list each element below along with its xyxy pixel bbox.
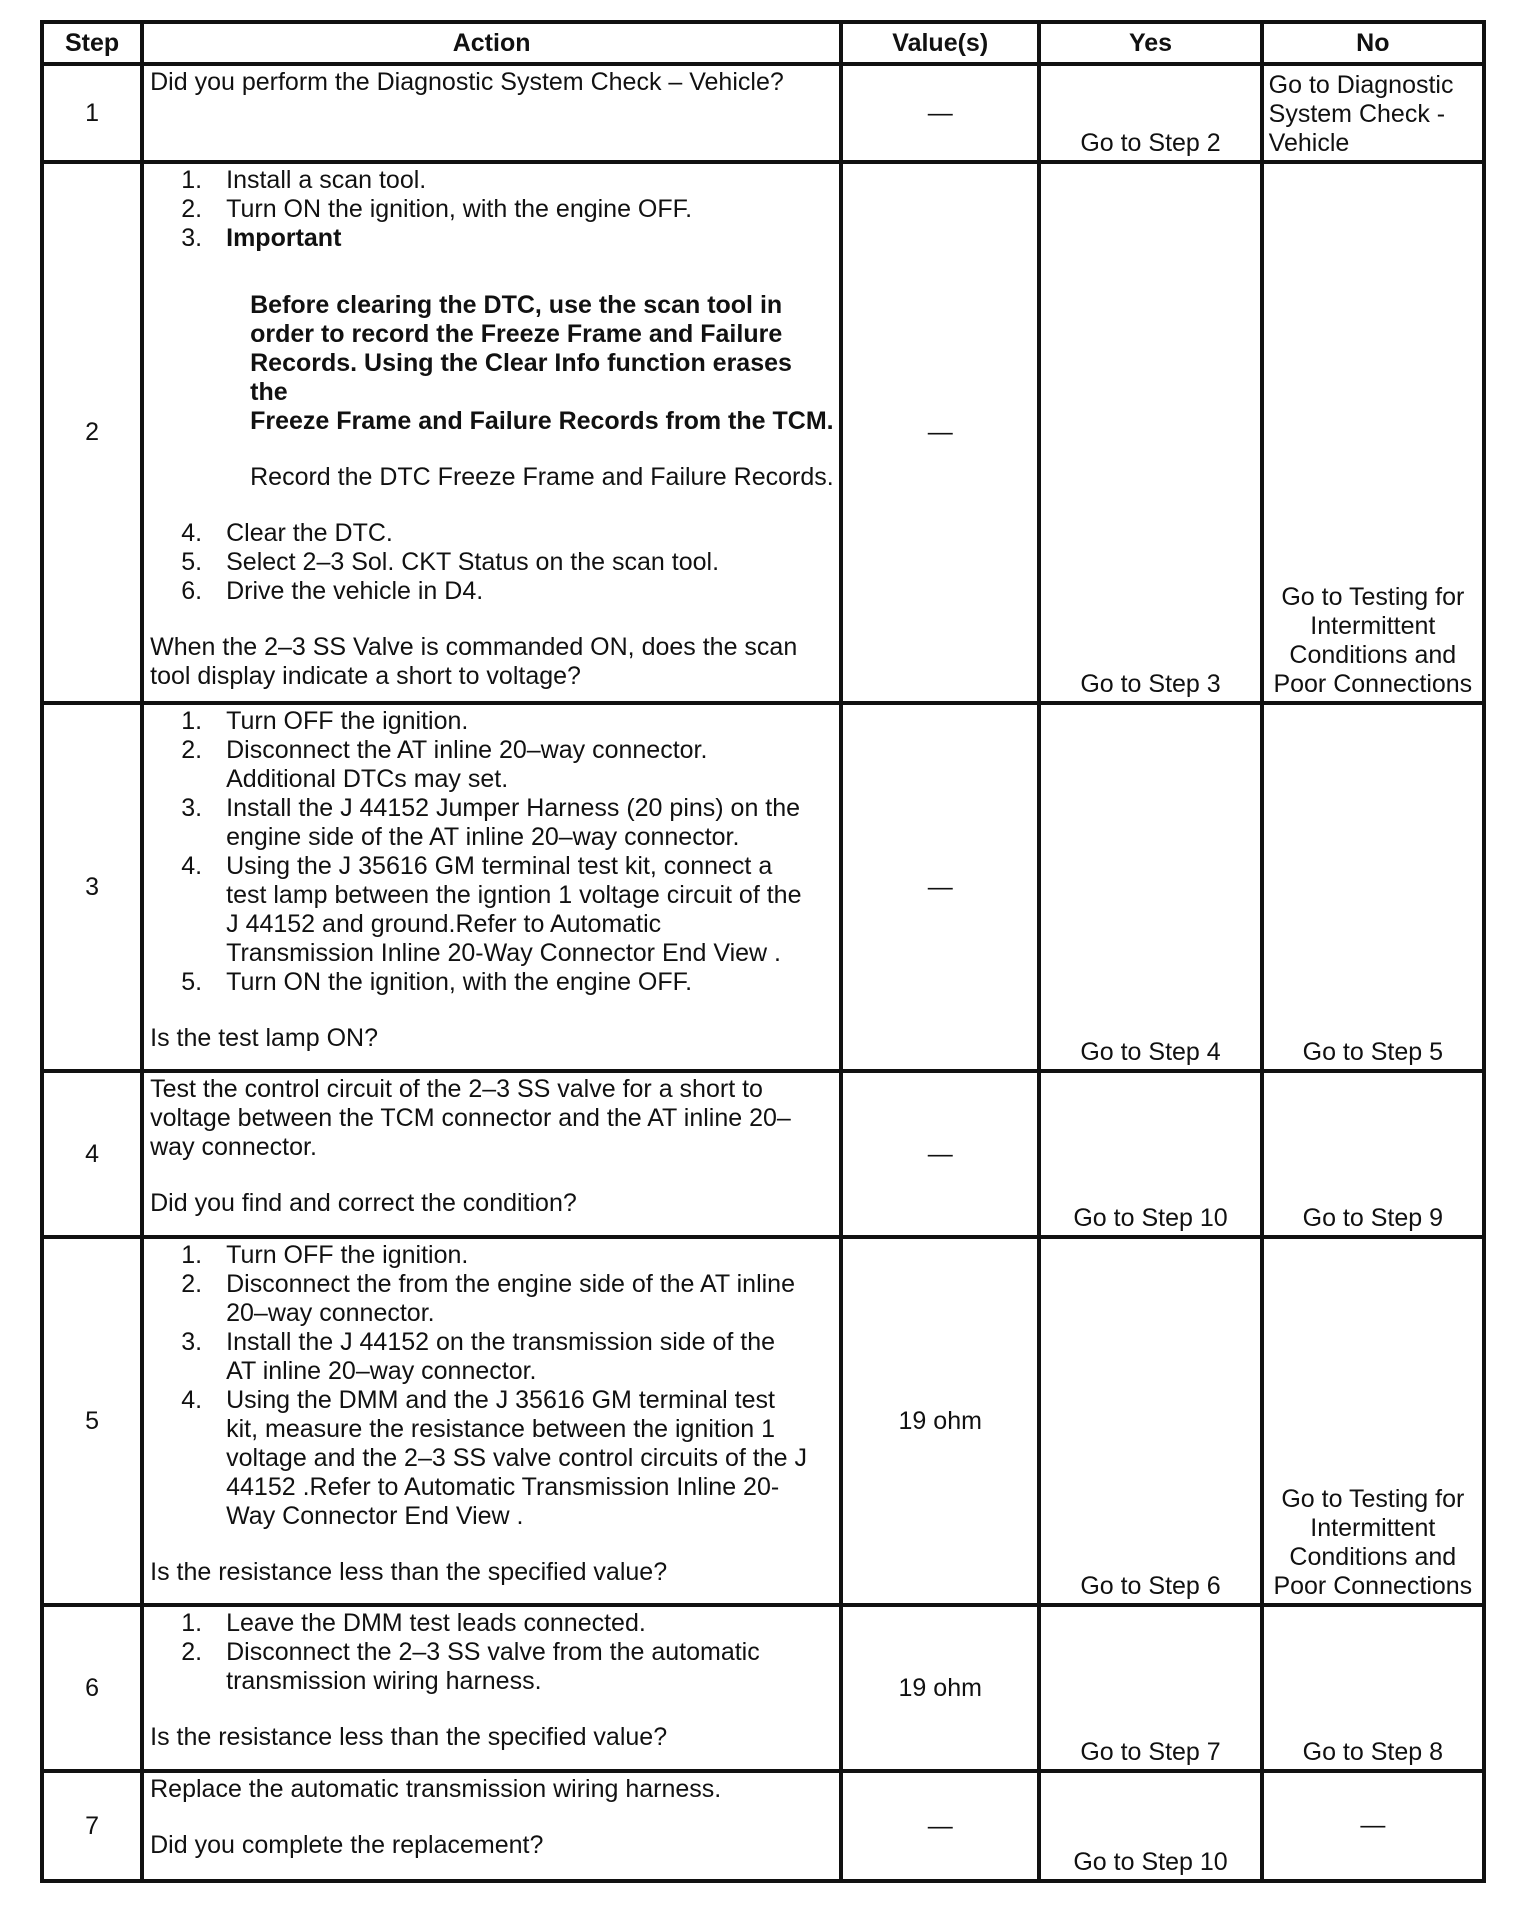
no-cell: Go to Step 5 xyxy=(1262,703,1484,1071)
item-text: Clear the DTC. xyxy=(226,519,393,547)
no-line: Poor Connections xyxy=(1273,1572,1473,1600)
text-line: way connector. xyxy=(150,1133,317,1161)
list-item xyxy=(150,1386,835,1531)
action-cell xyxy=(142,1771,841,1881)
item-line: Disconnect the 2–3 SS valve from the automatic xyxy=(226,1638,760,1666)
item-number: 3. xyxy=(181,1328,203,1356)
step-number: 5 xyxy=(42,1237,142,1605)
item-line: test lamp between the igntion 1 voltage circuit of the xyxy=(226,881,802,909)
question xyxy=(150,633,835,691)
item-number: 2. xyxy=(181,736,203,764)
no-line: Go to Testing for xyxy=(1281,1485,1465,1513)
no-line: Vehicle xyxy=(1268,129,1350,157)
item-line: Way Connector End View . xyxy=(226,1502,524,1530)
item-number: 4. xyxy=(181,852,203,880)
list-item xyxy=(150,968,835,997)
header-yes: Yes xyxy=(1039,22,1261,64)
table-row xyxy=(42,1071,1484,1237)
item-line: J 44152 and ground.Refer to Automatic xyxy=(226,910,662,938)
step-number: 1 xyxy=(42,64,142,162)
yes-cell: Go to Step 4 xyxy=(1039,703,1261,1071)
action-cell xyxy=(142,703,841,1071)
item-number: 2. xyxy=(181,1638,203,1666)
question: Did you find and correct the condition? xyxy=(150,1189,577,1217)
value-cell: — xyxy=(841,1771,1039,1881)
action-cell xyxy=(142,1605,841,1771)
item-line: Turn ON the ignition, with the engine OFF. xyxy=(226,968,693,996)
list-item xyxy=(150,1328,835,1386)
text-line: Test the control circuit of the 2–3 SS valve for a short to xyxy=(150,1075,763,1103)
yes-cell: Go to Step 3 xyxy=(1039,162,1261,703)
item-number: 5. xyxy=(181,548,203,576)
step-number: 2 xyxy=(42,162,142,703)
step-number: 6 xyxy=(42,1605,142,1771)
list-item xyxy=(150,166,835,195)
action-text xyxy=(150,1075,835,1162)
item-number: 1. xyxy=(181,166,203,194)
action-cell xyxy=(142,162,841,703)
list-item xyxy=(150,794,835,852)
no-line: Intermittent xyxy=(1310,1514,1436,1542)
item-line: Turn OFF the ignition. xyxy=(226,1241,469,1269)
item-number: 1. xyxy=(181,707,203,735)
header-values: Value(s) xyxy=(841,22,1039,64)
item-line: Leave the DMM test leads connected. xyxy=(226,1609,646,1637)
item-text: Turn ON the ignition, with the engine OFF. xyxy=(226,195,693,223)
list-item xyxy=(150,1241,835,1270)
action-text: Replace the automatic transmission wiring harness. xyxy=(150,1775,722,1803)
step-number: 7 xyxy=(42,1771,142,1881)
question: Is the resistance less than the specified value? xyxy=(150,1723,668,1751)
item-line: Transmission Inline 20-Way Connector End View . xyxy=(226,939,781,967)
header-action: Action xyxy=(142,22,841,64)
value-cell: 19 ohm xyxy=(841,1237,1039,1605)
list-item xyxy=(150,1638,835,1696)
item-line: Using the J 35616 GM terminal test kit, connect a xyxy=(226,852,773,880)
record-note: Record the DTC Freeze Frame and Failure Records. xyxy=(250,463,834,491)
item-number: 4. xyxy=(181,519,203,547)
item-line: Install the J 44152 Jumper Harness (20 pins) on the xyxy=(226,794,801,822)
question: Is the resistance less than the specified value? xyxy=(150,1558,668,1586)
question: Did you complete the replacement? xyxy=(150,1831,544,1859)
action-text: Did you perform the Diagnostic System Check – Vehicle? xyxy=(150,68,784,96)
item-number: 3. xyxy=(181,794,203,822)
table-row xyxy=(42,64,1484,162)
item-text: Install a scan tool. xyxy=(226,166,427,194)
no-cell xyxy=(1262,1237,1484,1605)
question-line: tool display indicate a short to voltage? xyxy=(150,662,581,690)
yes-cell: Go to Step 7 xyxy=(1039,1605,1261,1771)
list-item xyxy=(150,548,835,577)
action-list xyxy=(150,166,835,253)
no-line: Intermittent xyxy=(1310,612,1436,640)
yes-cell: Go to Step 2 xyxy=(1039,64,1261,162)
item-line: Turn OFF the ignition. xyxy=(226,707,469,735)
important-label: Important xyxy=(226,224,342,252)
item-number: 5. xyxy=(181,968,203,996)
header-row xyxy=(42,22,1484,64)
action-cell xyxy=(142,1237,841,1605)
step-number: 4 xyxy=(42,1071,142,1237)
item-line: voltage and the 2–3 SS valve control circuits of the J xyxy=(226,1444,808,1472)
value-cell: — xyxy=(841,64,1039,162)
list-item xyxy=(150,1270,835,1328)
note-line: Before clearing the DTC, use the scan tool in xyxy=(250,291,783,319)
no-cell: Go to Step 9 xyxy=(1262,1071,1484,1237)
step-number: 3 xyxy=(42,703,142,1071)
value-cell: — xyxy=(841,162,1039,703)
no-cell xyxy=(1262,64,1484,162)
note-line: order to record the Freeze Frame and Failure xyxy=(250,320,783,348)
list-item xyxy=(150,577,835,606)
no-line: Go to Testing for xyxy=(1281,583,1465,611)
no-line: Conditions and xyxy=(1289,1543,1457,1571)
item-line: Using the DMM and the J 35616 GM terminal test xyxy=(226,1386,775,1414)
table-row xyxy=(42,703,1484,1071)
list-item xyxy=(150,852,835,968)
item-number: 2. xyxy=(181,1270,203,1298)
list-item xyxy=(150,519,835,548)
question-line: When the 2–3 SS Valve is commanded ON, does the scan xyxy=(150,633,798,661)
list-item xyxy=(150,195,835,224)
no-cell xyxy=(1262,162,1484,703)
table-row xyxy=(42,1605,1484,1771)
item-text: Select 2–3 Sol. CKT Status on the scan tool. xyxy=(226,548,720,576)
item-line: Disconnect the from the engine side of the AT inline xyxy=(226,1270,795,1298)
item-number: 2. xyxy=(181,195,203,223)
note-line: Records. Using the Clear Info function erases the xyxy=(250,349,792,406)
item-line: engine side of the AT inline 20–way connector. xyxy=(226,823,740,851)
list-item xyxy=(150,707,835,736)
table-row xyxy=(42,162,1484,703)
item-line: 44152 .Refer to Automatic Transmission Inline 20- xyxy=(226,1473,780,1501)
note-line: Freeze Frame and Failure Records from the TCM. xyxy=(250,407,834,435)
action-list xyxy=(150,1241,835,1531)
item-text: Drive the vehicle in D4. xyxy=(226,577,484,605)
header-no: No xyxy=(1262,22,1484,64)
item-line: Additional DTCs may set. xyxy=(226,765,509,793)
list-item xyxy=(150,224,835,253)
no-line: Poor Connections xyxy=(1273,670,1473,698)
yes-cell: Go to Step 6 xyxy=(1039,1237,1261,1605)
yes-cell: Go to Step 10 xyxy=(1039,1771,1261,1881)
list-item xyxy=(150,736,835,794)
question: Is the test lamp ON? xyxy=(150,1024,378,1052)
table-row xyxy=(42,1237,1484,1605)
no-line: Go to Diagnostic xyxy=(1268,71,1454,99)
no-cell: Go to Step 8 xyxy=(1262,1605,1484,1771)
item-number: 4. xyxy=(181,1386,203,1414)
item-line: kit, measure the resistance between the ignition 1 xyxy=(226,1415,776,1443)
text-line: voltage between the TCM connector and the AT inline 20– xyxy=(150,1104,791,1132)
action-list xyxy=(150,707,835,997)
no-cell: — xyxy=(1262,1771,1484,1881)
header-step: Step xyxy=(42,22,142,64)
item-line: transmission wiring harness. xyxy=(226,1667,542,1695)
no-line: System Check - xyxy=(1268,100,1446,128)
action-cell xyxy=(142,1071,841,1237)
item-number: 1. xyxy=(181,1609,203,1637)
no-line: Conditions and xyxy=(1289,641,1457,669)
yes-cell: Go to Step 10 xyxy=(1039,1071,1261,1237)
action-cell xyxy=(142,64,841,162)
action-list xyxy=(150,519,835,606)
item-number: 3. xyxy=(181,224,203,252)
item-line: Install the J 44152 on the transmission side of the xyxy=(226,1328,776,1356)
value-cell: — xyxy=(841,1071,1039,1237)
item-line: Disconnect the AT inline 20–way connector. xyxy=(226,736,708,764)
item-number: 1. xyxy=(181,1241,203,1269)
important-note xyxy=(150,291,835,436)
diagnostic-table xyxy=(40,20,1486,1883)
item-line: 20–way connector. xyxy=(226,1299,435,1327)
action-list xyxy=(150,1609,835,1696)
list-item xyxy=(150,1609,835,1638)
item-number: 6. xyxy=(181,577,203,605)
item-line: AT inline 20–way connector. xyxy=(226,1357,537,1385)
value-cell: 19 ohm xyxy=(841,1605,1039,1771)
table-row xyxy=(42,1771,1484,1881)
value-cell: — xyxy=(841,703,1039,1071)
